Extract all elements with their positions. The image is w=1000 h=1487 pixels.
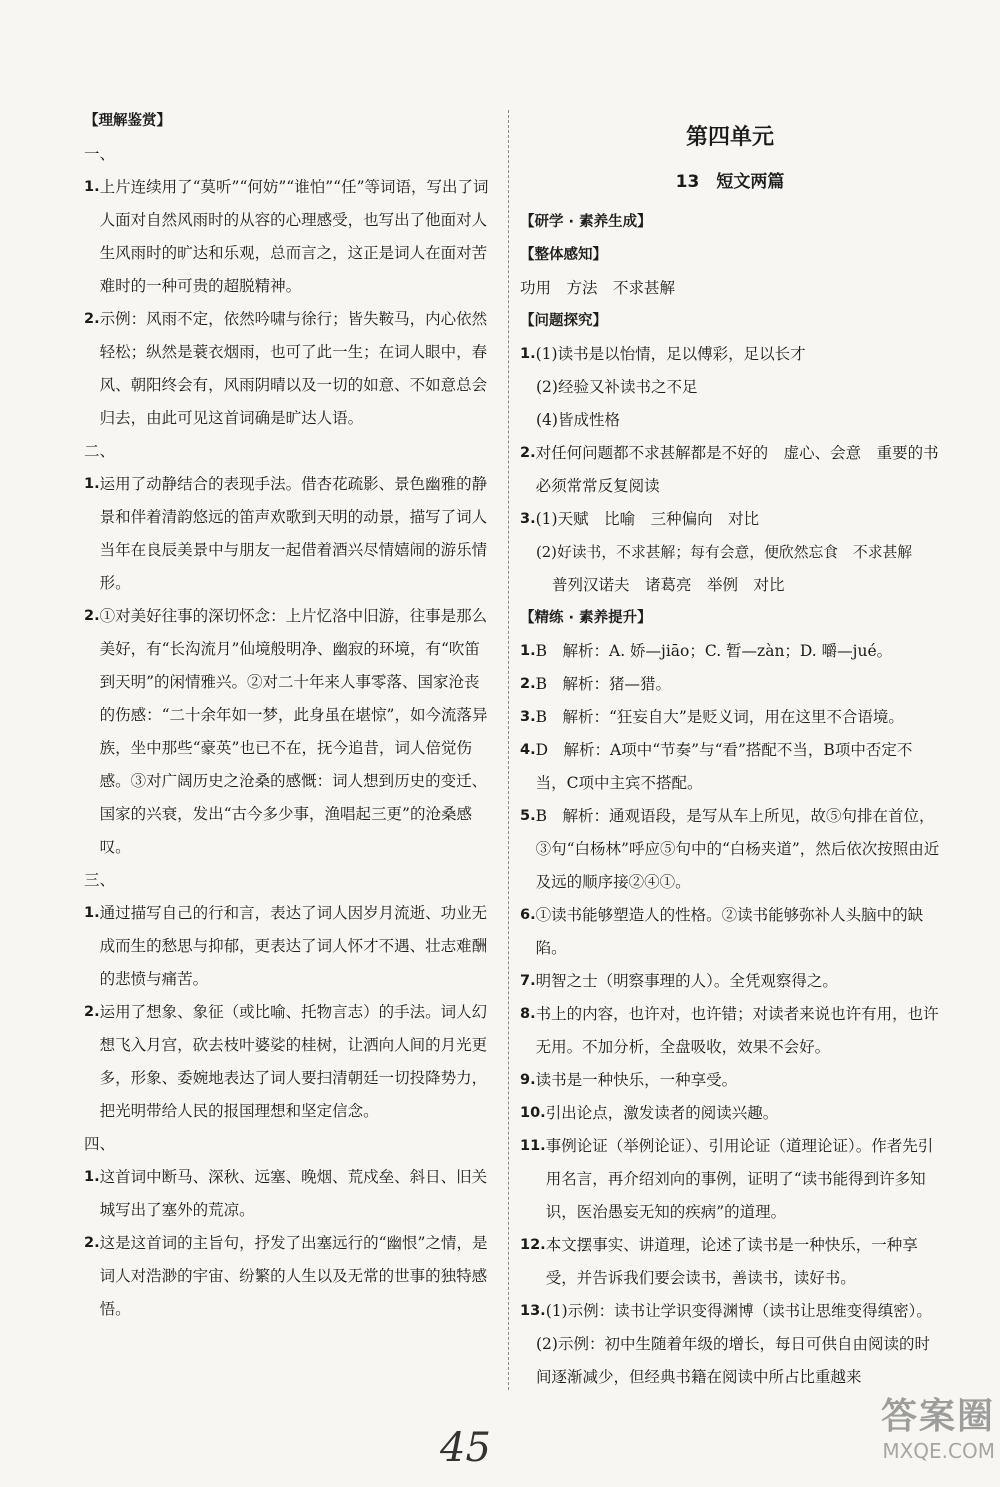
item-number: 1. [520,346,536,362]
item-number: 1. [84,1169,100,1185]
item-text: 运用了动静结合的表现手法。借杏花疏影、景色幽雅的静景和伴着清韵悠远的笛声欢歌到天明的动景，描写了词人当年在良辰美景中与朋友一起借着酒兴尽情嬉闹的游乐情形。 [99,475,488,592]
answer-item [84,468,494,600]
right-column [520,112,940,1394]
lesson-title: 13 短文两篇 [675,172,785,192]
item-text: 事例论证（举例论证）、引用论证（道理论证）。作者先引用名言，再介绍刘向的事例，证明了“读书能得到许多知识，医治愚妄无知的疾病”的道理。 [545,1137,934,1221]
item-text: 书上的内容，也许对，也许错；对读者来说也许有用，也许无用。不加分析，全盘吸收，效果不会好。 [535,1005,939,1056]
item-text: 对任何问题都不求甚解都是不好的 虚心、会意 重要的书必须常常反复阅读 [535,444,939,495]
answer-item [520,437,940,503]
column-divider [508,110,509,1390]
item-number: 3. [520,511,536,527]
item-number: 2. [84,1235,100,1251]
answer-item [84,600,494,864]
item-text: 通过描写自己的行和言，表达了词人因岁月流逝、功业无成而生的愁思与抑郁，更表达了词人怀才不遇、壮志难酬的悲愤与痛苦。 [99,904,488,988]
answer-item [520,1097,940,1130]
watermark-logo-text: 答案圈 [880,1395,995,1437]
answer-item [520,965,940,998]
item-text: 明智之士（明察事理的人）。全凭观察得之。 [535,972,838,990]
item-number: 8. [520,1006,536,1022]
item-number: 2. [84,608,100,624]
item-number: 1. [84,905,100,921]
answer-item [84,1227,494,1326]
answer-item [84,171,494,303]
answer-item [520,734,940,800]
item-number: 11. [520,1138,546,1154]
answer-item [84,1161,494,1227]
item-text: B 解析：通观语段，是写从车上所见，故⑤句排在首位，③句“白杨林”呼应⑤句中的“白杨夹道”，然后依次按照由近及远的顺序接②④①。 [535,807,940,891]
item-number: 3. [520,709,536,725]
sub-answer: (2)经验又补读书之不足 [536,378,698,396]
unit-title: 第四单元 [685,125,774,150]
answer-item [520,1229,940,1295]
item-text: D 解析：A项中“节奏”与“看”搭配不当，B项中否定不当，C项中主宾不搭配。 [535,741,913,792]
answer-item [520,338,940,371]
overview-answer: 功用 方法 不求甚解 [520,279,676,297]
item-number: 1. [520,643,536,659]
item-number: 10. [520,1105,546,1121]
item-number: 13. [520,1303,546,1319]
answer-item [84,996,494,1128]
watermark-logo [820,1370,995,1480]
answer-item [84,303,494,435]
item-number: 5. [520,808,536,824]
section-label: 三、 [84,871,116,889]
item-text: (1)示例：读书让学识变得渊博（读书让思维变得缜密）。 [545,1302,932,1320]
answer-item [520,899,940,965]
answer-item [520,701,940,734]
section-label: 一、 [84,145,116,163]
item-number: 2. [520,445,536,461]
item-text: ①读书能够塑造人的性格。②读书能够弥补人头脑中的缺陷。 [535,906,924,957]
item-number: 9. [520,1072,536,1088]
item-text: 读书是一种快乐，一种享受。 [535,1071,738,1089]
item-text: B 解析：猪—猎。 [535,675,672,693]
answer-item [520,1130,940,1229]
item-text: 这首词中断马、深秋、远塞、晚烟、荒戍垒、斜日、旧关城写出了塞外的荒凉。 [99,1168,488,1219]
item-text: 示例：风雨不定，依然吟啸与徐行；皆失鞍马，内心依然轻松；纵然是蓑衣烟雨，也可了此一生；在词人眼中，春风、朝阳终会有，风雨阴晴以及一切的如意、不如意总会归去，由此可见这首词确是旷达人语。 [99,310,488,427]
watermark-site: MXQE.COM [882,1438,995,1463]
item-text: B 解析：“狂妄自大”是贬义词，用在这里不合语境。 [535,708,904,726]
item-text: (1)天赋 比喻 三种偏向 对比 [535,510,760,528]
item-text: 运用了想象、象征（或比喻、托物言志）的手法。词人幻想飞入月宫，砍去枝叶婆娑的桂树，让洒向人间的月光更多，形象、委婉地表达了词人要扫清朝廷一切投降势力，把光明带给人民的报国理想和坚定信念。 [99,1003,488,1120]
item-number: 1. [84,179,100,195]
item-number: 2. [84,1004,100,1020]
item-text: 本文摆事实、讲道理，论述了读书是一种快乐，一种享受，并告诉我们要会读书，善读书，读好书。 [545,1236,918,1287]
section-header: 【理解鉴赏】 [84,113,171,129]
sub-answer: (2)示例：初中生随着年级的增长，每日可供自由阅读的时间逐渐减少，但经典书籍在阅读中所占比重越来 [536,1335,930,1386]
left-column [84,105,494,1326]
answer-item [520,668,940,701]
section-header: 【研学 · 素养生成】 [520,214,652,230]
answer-item [520,998,940,1064]
item-text: (1)读书是以怡情，足以傅彩，足以长才 [535,345,806,363]
item-number: 2. [84,311,100,327]
item-number: 12. [520,1237,546,1253]
item-number: 7. [520,973,536,989]
item-text: 上片连续用了“莫听”“何妨”“谁怕”“任”等词语，写出了词人面对自然风雨时的从容的心理感受，也写出了他面对人生风雨时的旷达和乐观，总而言之，这正是词人在面对苦难时的一种可贵的超脱精神。 [99,178,489,295]
item-text: ①对美好往事的深切怀念：上片忆洛中旧游，往事是那么美好，有“长沟流月”仙境般明净、幽寂的环境，有“吹笛到天明”的闲情雅兴。②对二十年来人事零落、国家沧丧的伤感：“二十余年如一梦，此身虽在堪惊”，如今流落异族，坐中那些“豪英”也已不在，抚今追昔，词人倍觉伤感。③对广阔历史之沧桑的感慨：词人想到历史的变迁、国家的兴衰，发出“古今多少事，渔唱起三更”的沧桑感叹。 [99,607,488,856]
item-number: 6. [520,907,536,923]
answer-item [520,800,940,899]
section-header: 【精练 · 素养提升】 [520,610,652,626]
answer-item [84,897,494,996]
answer-item [520,635,940,668]
section-label: 四、 [84,1135,116,1153]
section-header: 【问题探究】 [520,313,607,329]
sub-answer: 普列汉诺夫 诸葛亮 举例 对比 [552,576,785,594]
item-text: 这是这首词的主旨句，抒发了出塞远行的“幽恨”之情，是词人对浩渺的宇宙、纷繁的人生以及无常的世事的独特感悟。 [99,1234,488,1318]
sub-answer: (4)皆成性格 [536,411,620,429]
item-text: B 解析：A. 娇—jiāo；C. 暂—zàn；D. 嚼—jué。 [535,642,893,660]
practice-list [520,635,940,1328]
sub-answer: (2)好读书，不求甚解；每有会意，便欣然忘食 不求甚解 [536,544,913,561]
item-number: 2. [520,676,536,692]
item-number: 1. [84,476,100,492]
answer-item [520,1064,940,1097]
item-text: 引出论点，激发读者的阅读兴趣。 [545,1104,779,1122]
section-header: 【整体感知】 [520,247,607,263]
page-number: 45 [440,1425,491,1471]
item-number: 4. [520,742,536,758]
answer-item [520,503,940,536]
section-label: 二、 [84,442,116,460]
answer-item [520,1295,940,1328]
